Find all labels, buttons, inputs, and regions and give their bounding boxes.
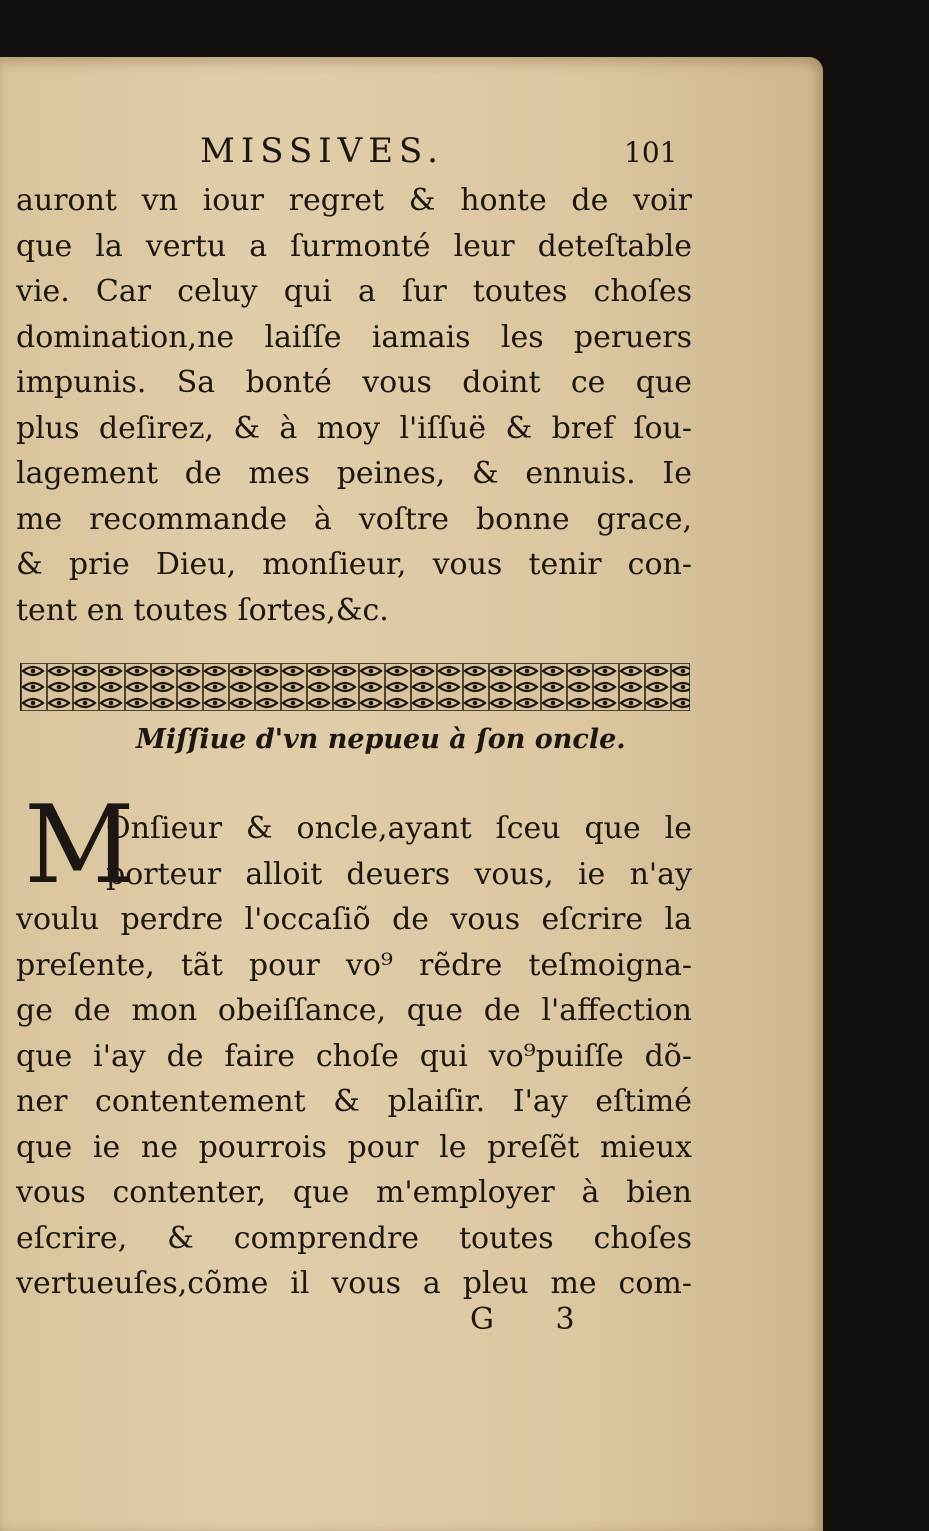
text-line: ner contentement & plaiſir. I'ay eſtimé [16, 1084, 692, 1119]
text-line: vous contenter, que m'employer à bien [16, 1175, 692, 1210]
drop-cap: M [24, 783, 135, 908]
letter-heading: Miſſiue d'vn nepueu à ſon oncle. [136, 724, 626, 755]
text-line: lagement de mes peines, & ennuis. Ie [16, 456, 692, 491]
signature-mark: G 3 [470, 1302, 601, 1337]
text-line: plus deſirez, & à moy l'iſſuë & bref ſou- [16, 410, 692, 446]
running-title: MISSIVES. [200, 131, 444, 171]
text-line: Onſieur & oncle,ayant ſceu que le [106, 811, 692, 846]
letter-body [16, 806, 692, 1307]
text-line: vie. Car celuy qui a ſur toutes choſes [16, 274, 692, 309]
text-line: que i'ay de faire choſe qui vo⁹puiſſe dõ- [16, 1038, 692, 1074]
page-number: 101 [624, 136, 678, 169]
paragraph-continued [16, 178, 692, 633]
text-line: impunis. Sa bonté vous doint ce que [16, 365, 692, 400]
text-line: preſente, tãt pour vo⁹ rẽdre teſmoigna- [16, 947, 692, 983]
text-line: tent en toutes ſortes,&c. [16, 592, 389, 628]
text-line: vertueuſes,cõme il vous a pleu me com- [16, 1266, 692, 1301]
text-line: auront vn iour regret & honte de voir [16, 183, 692, 218]
text-line: & prie Dieu, monſieur, vous tenir con- [16, 547, 692, 582]
text-line: eſcrire, & comprendre toutes choſes [16, 1220, 692, 1256]
text-line: que la vertu a ſurmonté leur deteſtable [16, 228, 692, 264]
text-line: que ie ne pourrois pour le preſẽt mieux [16, 1129, 692, 1165]
text-line: domination,ne laiſſe iamais les peruers [16, 319, 692, 355]
text-line: me recommande à voſtre bonne grace, [16, 501, 692, 537]
printers-ornament-band [20, 663, 690, 711]
text-line: ge de mon obeiſſance, que de l'affection [16, 993, 692, 1028]
text-line: voulu perdre l'occaſiõ de vous eſcrire la [16, 902, 692, 937]
text-line: porteur alloit deuers vous, ie n'ay [106, 856, 692, 892]
